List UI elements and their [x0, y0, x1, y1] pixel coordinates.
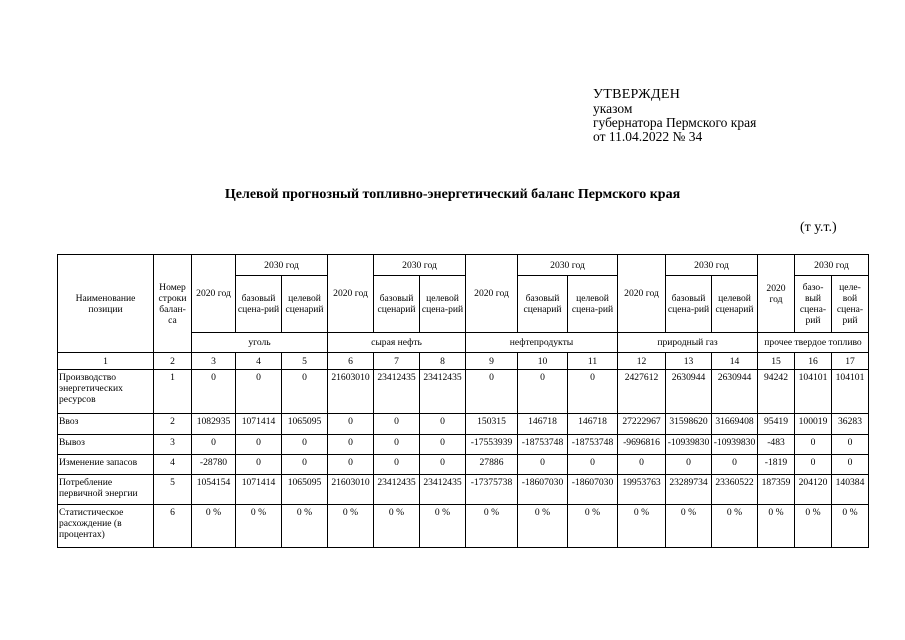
- column-number: 3: [192, 353, 236, 370]
- approval-line-decree: указом: [593, 101, 633, 116]
- table-cell: 0 %: [282, 505, 328, 548]
- row-name: Изменение запасов: [58, 455, 154, 475]
- table-cell: 95419: [758, 414, 795, 435]
- table-cell: 0: [832, 455, 869, 475]
- column-number: 1: [58, 353, 154, 370]
- column-number: 5: [282, 353, 328, 370]
- header-fuel-name: уголь: [192, 333, 328, 353]
- header-year-target: 2030 год: [795, 255, 869, 276]
- table-cell: 0 %: [758, 505, 795, 548]
- header-target-scenario: целевой сценарий: [712, 276, 758, 333]
- approval-stamp: [593, 88, 756, 144]
- table-cell: 0: [832, 435, 869, 455]
- table-cell: 0: [568, 370, 618, 414]
- column-number: 10: [518, 353, 568, 370]
- column-number: 4: [236, 353, 282, 370]
- table-cell: 0: [518, 455, 568, 475]
- table-cell: -483: [758, 435, 795, 455]
- column-number: 7: [374, 353, 420, 370]
- table-cell: 140384: [832, 475, 869, 505]
- table-cell: 0: [618, 455, 666, 475]
- table-cell: -28780: [192, 455, 236, 475]
- table-cell: 31598620: [666, 414, 712, 435]
- table-cell: 27886: [466, 455, 518, 475]
- table-row: [58, 414, 869, 435]
- table-cell: 0 %: [666, 505, 712, 548]
- table-cell: 0 %: [832, 505, 869, 548]
- column-number: 8: [420, 353, 466, 370]
- row-number: 6: [154, 505, 192, 548]
- table-cell: 0: [420, 455, 466, 475]
- header-fuel-name: нефтепродукты: [466, 333, 618, 353]
- table-cell: -18753748: [518, 435, 568, 455]
- header-fuel-name: сырая нефть: [328, 333, 466, 353]
- header-target-scenario: целе-вой сцена-рий: [832, 276, 869, 333]
- header-base-scenario: базо-вый сцена-рий: [795, 276, 832, 333]
- row-name: Производство энергетических ресурсов: [58, 370, 154, 414]
- table-cell: 0 %: [466, 505, 518, 548]
- units-label: (т у.т.): [800, 220, 837, 235]
- energy-balance-table: [57, 254, 869, 548]
- table-cell: 23412435: [420, 370, 466, 414]
- row-name: Вывоз: [58, 435, 154, 455]
- approval-line-governor: губернатора Пермского края: [593, 115, 757, 130]
- header-target-scenario: целевой сцена-рий: [568, 276, 618, 333]
- header-row-years: [58, 255, 869, 276]
- table-row: [58, 505, 869, 548]
- table-cell: 0: [192, 435, 236, 455]
- table-cell: -18607030: [518, 475, 568, 505]
- header-year-target: 2030 год: [518, 255, 618, 276]
- row-number: 5: [154, 475, 192, 505]
- header-year-target: 2030 год: [666, 255, 758, 276]
- table-cell: 0: [568, 455, 618, 475]
- table-cell: 0: [328, 435, 374, 455]
- table-cell: 0 %: [518, 505, 568, 548]
- column-number: 2: [154, 353, 192, 370]
- table-cell: 27222967: [618, 414, 666, 435]
- row-number: 2: [154, 414, 192, 435]
- column-number: 15: [758, 353, 795, 370]
- table-cell: 0 %: [236, 505, 282, 548]
- table-cell: 1082935: [192, 414, 236, 435]
- table-cell: 0: [282, 455, 328, 475]
- table-cell: 1065095: [282, 414, 328, 435]
- column-number: 6: [328, 353, 374, 370]
- table-cell: 0 %: [328, 505, 374, 548]
- header-year-base: 2020 год: [618, 255, 666, 333]
- header-target-scenario: целевой сцена-рий: [420, 276, 466, 333]
- header-year-base: 2020 год: [192, 255, 236, 333]
- table-cell: 150315: [466, 414, 518, 435]
- column-number: 11: [568, 353, 618, 370]
- header-base-scenario: базовый сценарий: [374, 276, 420, 333]
- table-cell: 21603010: [328, 475, 374, 505]
- column-numbers-row: [58, 353, 869, 370]
- table-cell: 0 %: [795, 505, 832, 548]
- table-cell: 204120: [795, 475, 832, 505]
- table-cell: -9696816: [618, 435, 666, 455]
- table-cell: 23360522: [712, 475, 758, 505]
- row-name: Потребление первичной энергии: [58, 475, 154, 505]
- table-cell: 0 %: [192, 505, 236, 548]
- table-cell: 0: [328, 414, 374, 435]
- header-base-scenario: базовый сцена-рий: [236, 276, 282, 333]
- table-cell: 1054154: [192, 475, 236, 505]
- header-year-base: 2020 год: [466, 255, 518, 333]
- table-cell: -10939830: [712, 435, 758, 455]
- table-cell: 0: [328, 455, 374, 475]
- header-fuel-name: природный газ: [618, 333, 758, 353]
- table-cell: 0: [236, 455, 282, 475]
- table-cell: 104101: [832, 370, 869, 414]
- header-target-scenario: целевой сценарий: [282, 276, 328, 333]
- table-cell: 0: [236, 370, 282, 414]
- header-year-base: 2020 год: [758, 255, 795, 333]
- table-cell: 0 %: [568, 505, 618, 548]
- table-cell: 0 %: [618, 505, 666, 548]
- header-position-name: Наименование позиции: [58, 255, 154, 353]
- table-cell: 0: [374, 414, 420, 435]
- row-number: 1: [154, 370, 192, 414]
- column-number: 17: [832, 353, 869, 370]
- table-cell: -18753748: [568, 435, 618, 455]
- table-cell: 1071414: [236, 475, 282, 505]
- table-row: [58, 435, 869, 455]
- header-row-number: Номер строки балан-са: [154, 255, 192, 353]
- table-cell: 146718: [568, 414, 618, 435]
- table-cell: 23412435: [374, 475, 420, 505]
- table-cell: -17553939: [466, 435, 518, 455]
- table-cell: 31669408: [712, 414, 758, 435]
- row-number: 4: [154, 455, 192, 475]
- table-cell: 23412435: [420, 475, 466, 505]
- table-cell: 21603010: [328, 370, 374, 414]
- table-cell: 0: [282, 370, 328, 414]
- table-cell: 19953763: [618, 475, 666, 505]
- table-cell: 0: [795, 435, 832, 455]
- table-cell: 23412435: [374, 370, 420, 414]
- column-number: 14: [712, 353, 758, 370]
- column-number: 12: [618, 353, 666, 370]
- table-cell: 0: [374, 455, 420, 475]
- table-cell: 0 %: [374, 505, 420, 548]
- table-cell: 1065095: [282, 475, 328, 505]
- table-cell: 100019: [795, 414, 832, 435]
- table-cell: 0: [795, 455, 832, 475]
- row-name: Ввоз: [58, 414, 154, 435]
- table-row: [58, 475, 869, 505]
- table-cell: 94242: [758, 370, 795, 414]
- table-cell: 0: [466, 370, 518, 414]
- document-title: Целевой прогнозный топливно-энергетический баланс Пермского края: [224, 187, 681, 202]
- header-base-scenario: базовый сценарий: [518, 276, 568, 333]
- table-row: [58, 455, 869, 475]
- table-cell: 146718: [518, 414, 568, 435]
- table-cell: 0: [192, 370, 236, 414]
- table-cell: 0: [420, 414, 466, 435]
- table-cell: -17375738: [466, 475, 518, 505]
- header-year-base: 2020 год: [328, 255, 374, 333]
- table-cell: 187359: [758, 475, 795, 505]
- row-number: 3: [154, 435, 192, 455]
- table-cell: 2427612: [618, 370, 666, 414]
- table-cell: 0: [712, 455, 758, 475]
- row-name: Статистическое расхождение (в процентах): [58, 505, 154, 548]
- approval-line-date: от 11.04.2022 № 34: [593, 129, 703, 144]
- table-cell: 2630944: [712, 370, 758, 414]
- table-cell: -18607030: [568, 475, 618, 505]
- table-cell: 23289734: [666, 475, 712, 505]
- table-cell: -10939830: [666, 435, 712, 455]
- table-cell: 0: [236, 435, 282, 455]
- table-cell: 0 %: [712, 505, 758, 548]
- table-cell: 0: [666, 455, 712, 475]
- table-cell: 0: [282, 435, 328, 455]
- approval-title: УТВЕРЖДЕН: [593, 87, 681, 102]
- table-cell: 0: [374, 435, 420, 455]
- header-year-target: 2030 год: [374, 255, 466, 276]
- table-cell: 2630944: [666, 370, 712, 414]
- table-cell: 0 %: [420, 505, 466, 548]
- table-row: [58, 370, 869, 414]
- header-year-target: 2030 год: [236, 255, 328, 276]
- table-cell: -1819: [758, 455, 795, 475]
- column-number: 9: [466, 353, 518, 370]
- table-cell: 1071414: [236, 414, 282, 435]
- table-cell: 0: [518, 370, 568, 414]
- column-number: 13: [666, 353, 712, 370]
- header-fuel-name: прочее твердое топливо: [758, 333, 869, 353]
- table-cell: 36283: [832, 414, 869, 435]
- table-cell: 104101: [795, 370, 832, 414]
- table-cell: 0: [420, 435, 466, 455]
- header-base-scenario: базовый сцена-рий: [666, 276, 712, 333]
- column-number: 16: [795, 353, 832, 370]
